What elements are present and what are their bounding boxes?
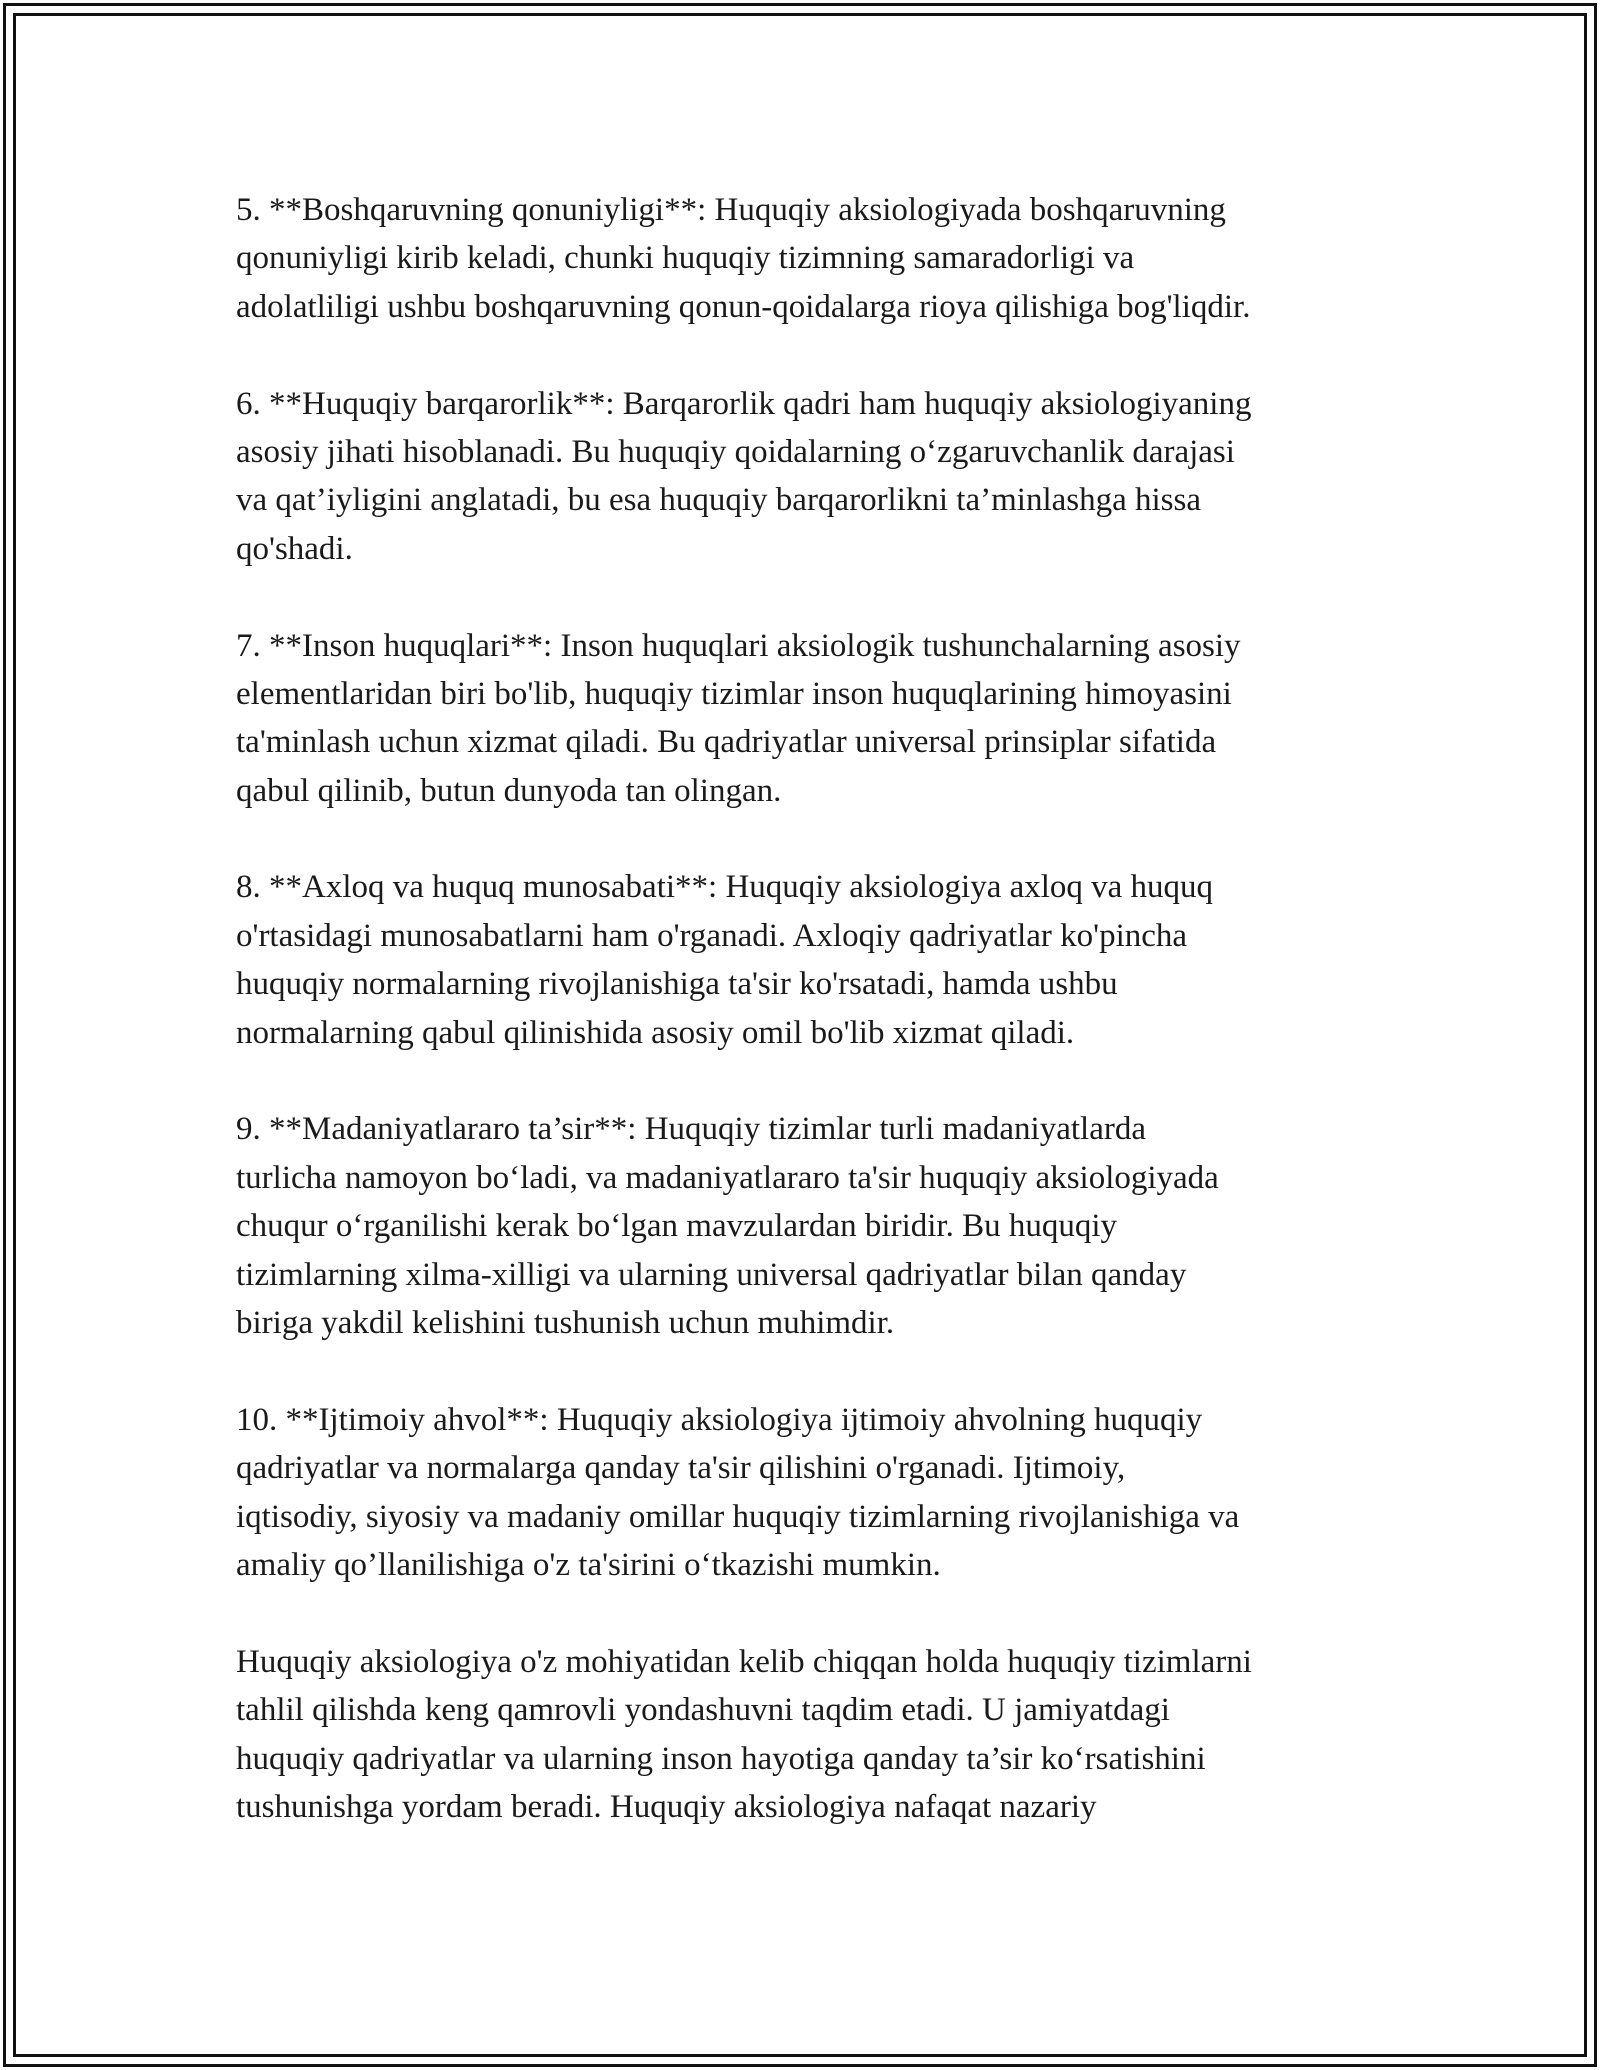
text-line: 8. **Axloq va huquq munosabati**: Huquqiy aksiologiya axloq va huquq — [236, 869, 1214, 906]
text-line: normalarning qabul qilinishida asosiy omil bo'lib xizmat qiladi. — [236, 1014, 1075, 1051]
text-line: qadriyatlar va normalarga qanday ta'sir qilishini o'rganadi. Ijtimoiy, — [236, 1450, 1126, 1487]
text-line: tushunishga yordam beradi. Huquqiy aksiologiya nafaqat nazariy — [236, 1788, 1097, 1825]
text-line: o'rtasidagi munosabatlarni ham o'rganadi. Axloqiy qadriyatlar ko'pincha — [236, 917, 1188, 954]
text-line: tizimlarning xilma-xilligi va ularning universal qadriyatlar bilan qanday — [236, 1256, 1187, 1293]
text-line: qo'shadi. — [236, 530, 353, 567]
text-line: 5. **Boshqaruvning qonuniyligi**: Huquqiy aksiologiyada boshqaruvning — [236, 192, 1226, 228]
text-line: qonuniyligi kirib keladi, chunki huquqiy tizimning samaradorligi va — [236, 240, 1135, 277]
document-body — [236, 186, 1396, 1880]
paragraph-7-human-rights — [236, 622, 1396, 816]
text-line: 10. **Ijtimoiy ahvol**: Huquqiy aksiologiya ijtimoiy ahvolning huquqiy — [236, 1401, 1203, 1438]
paragraph-6-legal-stability — [236, 380, 1396, 574]
text-line: huquqiy qadriyatlar va ularning inson hayotiga qanday ta’sir ko‘rsatishini — [236, 1740, 1206, 1777]
text-line: tahlil qilishda keng qamrovli yondashuvni taqdim etadi. U jamiyatdagi — [236, 1692, 1170, 1729]
text-line: iqtisodiy, siyosiy va madaniy omillar huquqiy tizimlarning rivojlanishiga va — [236, 1498, 1240, 1535]
text-line: amaliy qo’llanilishiga o'z ta'sirini o‘tkazishi mumkin. — [236, 1546, 941, 1583]
text-line: biriga yakdil kelishini tushunish uchun muhimdir. — [236, 1304, 895, 1341]
paragraph-9-intercultural-influence — [236, 1105, 1396, 1347]
paragraph-10-social-condition — [236, 1396, 1396, 1590]
text-line: adolatliligi ushbu boshqaruvning qonun-qoidalarga rioya qilishiga bog'liqdir. — [236, 288, 1251, 325]
text-line: ta'minlash uchun xizmat qiladi. Bu qadriyatlar universal prinsiplar sifatida — [236, 724, 1217, 761]
text-line: 7. **Inson huquqlari**: Inson huquqlari aksiologik tushunchalarning asosiy — [236, 627, 1241, 664]
text-line: asosiy jihati hisoblanadi. Bu huquqiy qoidalarning o‘zgaruvchanlik darajasi — [236, 433, 1235, 470]
text-line: chuqur o‘rganilishi kerak bo‘lgan mavzulardan biridir. Bu huquqiy — [236, 1208, 1118, 1245]
text-line: 9. **Madaniyatlararo ta’sir**: Huquqiy tizimlar turli madaniyatlarda — [236, 1111, 1146, 1148]
text-line: turlicha namoyon bo‘ladi, va madaniyatlararo ta'sir huquqiy aksiologiyada — [236, 1159, 1219, 1196]
text-line: va qat’iyligini anglatadi, bu esa huquqiy barqarorlikni ta’minlashga hissa — [236, 482, 1202, 519]
paragraph-8-morality-and-law — [236, 863, 1396, 1057]
text-line: 6. **Huquqiy barqarorlik**: Barqarorlik qadri ham huquqiy aksiologiyaning — [236, 385, 1252, 422]
text-line: elementlaridan biri bo'lib, huquqiy tizimlar inson huquqlarining himoyasini — [236, 675, 1232, 712]
paragraph-conclusion — [236, 1638, 1396, 1832]
text-line: Huquqiy aksiologiya o'z mohiyatidan kelib chiqqan holda huquqiy tizimlarni — [236, 1643, 1252, 1680]
text-line: huquqiy normalarning rivojlanishiga ta'sir ko'rsatadi, hamda ushbu — [236, 966, 1118, 1003]
text-line: qabul qilinib, butun dunyoda tan olingan. — [236, 772, 782, 809]
paragraph-5-governance-legality — [236, 186, 1396, 331]
